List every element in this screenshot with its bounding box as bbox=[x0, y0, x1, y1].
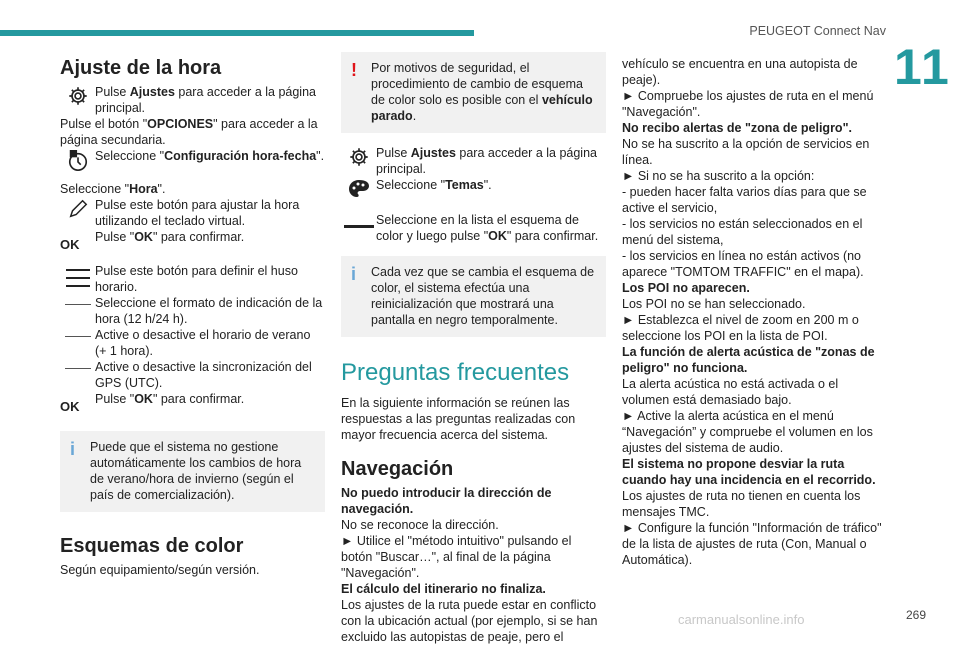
warning-icon: ! bbox=[351, 60, 357, 80]
header-title: PEUGEOT Connect Nav bbox=[749, 24, 886, 38]
faq-answer: ► Compruebe los ajustes de ruta en el menú "Navegación". bbox=[622, 89, 874, 119]
toggle-line-icon bbox=[60, 327, 95, 337]
warning-box: ! Por motivos de seguridad, el procedimiento de cambio de esquema de color solo es posible con el vehículo parado. bbox=[341, 52, 606, 133]
faq-answer: La alerta acústica no está activada o el volumen está demasiado bajo. bbox=[622, 377, 839, 407]
faq-question: El cálculo del itinerario no finaliza. bbox=[341, 582, 546, 596]
faq-answer: ► Si no se ha suscrito a la opción: bbox=[622, 169, 815, 183]
faq-answer: - pueden hacer falta varios días para que se active el servicio, bbox=[622, 185, 867, 215]
faq-answer: Los ajustes de ruta no tienen en cuenta los mensajes TMC. bbox=[622, 489, 861, 519]
menu-icon bbox=[60, 263, 95, 288]
step-ok-1: OK Pulse "OK" para confirmar. bbox=[60, 230, 245, 252]
watermark: carmanualsonline.info bbox=[678, 612, 805, 627]
gear-icon bbox=[341, 145, 376, 168]
pencil-icon bbox=[60, 197, 95, 220]
faq-answer: Los POI no se han seleccionado. bbox=[622, 297, 806, 311]
faq-answer: No se reconoce la dirección. bbox=[341, 518, 499, 532]
header-accent-bar bbox=[0, 30, 474, 36]
step-settings-color: Pulse Ajustes para acceder a la página principal. bbox=[341, 145, 606, 177]
navigation-heading: Navegación bbox=[341, 458, 454, 480]
step-select-scheme: Seleccione en la lista el esquema de color y luego pulse "OK" para confirmar. bbox=[341, 212, 606, 244]
faq-answer: Los ajustes de la ruta puede estar en conflicto con la ubicación actual (por ejemplo, si se han excluido las autopistas de peaje, pero el bbox=[341, 598, 598, 644]
faq-answer: ► Establezca el nivel de zoom en 200 m o seleccione los POI en la lista de POI. bbox=[622, 313, 859, 343]
step-edit-time: Pulse este botón para ajustar la hora utilizando el teclado virtual. bbox=[60, 197, 325, 229]
info-box-daylight: i Puede que el sistema no gestione automáticamente los cambios de hora de verano/hora de invierno (según el país de comercialización). bbox=[60, 431, 325, 512]
color-bar-icon bbox=[341, 212, 376, 228]
step-ok-2: OK Pulse "OK" para confirmar. bbox=[60, 392, 245, 414]
step-daylight: Active o desactive el horario de verano (+ 1 hora). bbox=[60, 327, 325, 359]
faq-answer: No se ha suscrito a la opción de servicios en línea. bbox=[622, 137, 870, 167]
ok-icon: OK bbox=[60, 237, 80, 252]
step-themes: Seleccione "Temas". bbox=[341, 177, 606, 200]
gear-icon bbox=[60, 84, 95, 107]
faq-answer: ► Configure la función "Información de tráfico" de la lista de ajustes de ruta (Con, Manual o Automática). bbox=[622, 521, 882, 567]
faq-question: No recibo alertas de "zona de peligro". bbox=[622, 121, 852, 135]
step-gps: Active o desactive la sincronización del GPS (UTC). bbox=[60, 359, 325, 391]
faq-answer: ► Active la alerta acústica en el menú “Navegación” y compruebe el volumen en los ajustes del sistema de audio. bbox=[622, 409, 873, 455]
toggle-line-icon bbox=[60, 295, 95, 305]
faq-heading: Preguntas frecuentes bbox=[341, 359, 570, 386]
step-timezone: Pulse este botón para definir el huso horario. bbox=[60, 263, 325, 295]
color-subtitle: Según equipamiento/según versión. bbox=[60, 563, 260, 577]
faq-question: La función de alerta acústica de "zonas de peligro" no funciona. bbox=[622, 345, 875, 375]
faq-question: No puedo introducir la dirección de navegación. bbox=[341, 486, 552, 516]
faq-question: Los POI no aparecen. bbox=[622, 281, 750, 295]
faq-answer: - los servicios en línea no están activos (no aparece "TOMTOM TRAFFIC" en el mapa). bbox=[622, 249, 864, 279]
faq-question: El sistema no propone desviar la ruta cuando hay una incidencia en el recorrido. bbox=[622, 457, 876, 487]
toggle-line-icon bbox=[60, 359, 95, 369]
faq-answer: - los servicios no están seleccionados en el menú del sistema, bbox=[622, 217, 863, 247]
step-options: Pulse el botón "OPCIONES" para acceder a la página secundaria. bbox=[60, 117, 318, 147]
clock-icon bbox=[60, 148, 95, 173]
column-3 bbox=[622, 56, 884, 568]
faq-answer: vehículo se encuentra en una autopista de peaje). bbox=[622, 57, 858, 87]
step-settings: Pulse Ajustes para acceder a la página principal. bbox=[60, 84, 325, 116]
chapter-number: 11 bbox=[894, 39, 951, 95]
column-2 bbox=[341, 52, 606, 645]
info-icon: i bbox=[70, 439, 76, 459]
info-icon: i bbox=[351, 264, 357, 284]
step-hour: Seleccione "Hora". bbox=[60, 182, 166, 196]
time-heading: Ajuste de la hora bbox=[60, 57, 222, 79]
step-time-date: Seleccione "Configuración hora-fecha". bbox=[60, 148, 325, 173]
page-number: 269 bbox=[905, 608, 926, 622]
info-box-reset: i Cada vez que se cambia el esquema de color, el sistema efectúa una reinicialización que mostrará una pantalla en negro temporalmente. bbox=[341, 256, 606, 337]
ok-icon: OK bbox=[60, 399, 80, 414]
step-format: Seleccione el formato de indicación de la hora (12 h/24 h). bbox=[60, 295, 325, 327]
faq-answer: ► Utilice el "método intuitivo" pulsando el botón "Buscar…", al final de la página "Navegación". bbox=[341, 534, 572, 580]
color-heading: Esquemas de color bbox=[60, 535, 244, 557]
palette-icon bbox=[341, 177, 376, 200]
faq-intro: En la siguiente información se reúnen las respuestas a las preguntas realizadas con mayor frecuencia acerca del sistema. bbox=[341, 396, 576, 442]
column-1 bbox=[60, 56, 325, 578]
